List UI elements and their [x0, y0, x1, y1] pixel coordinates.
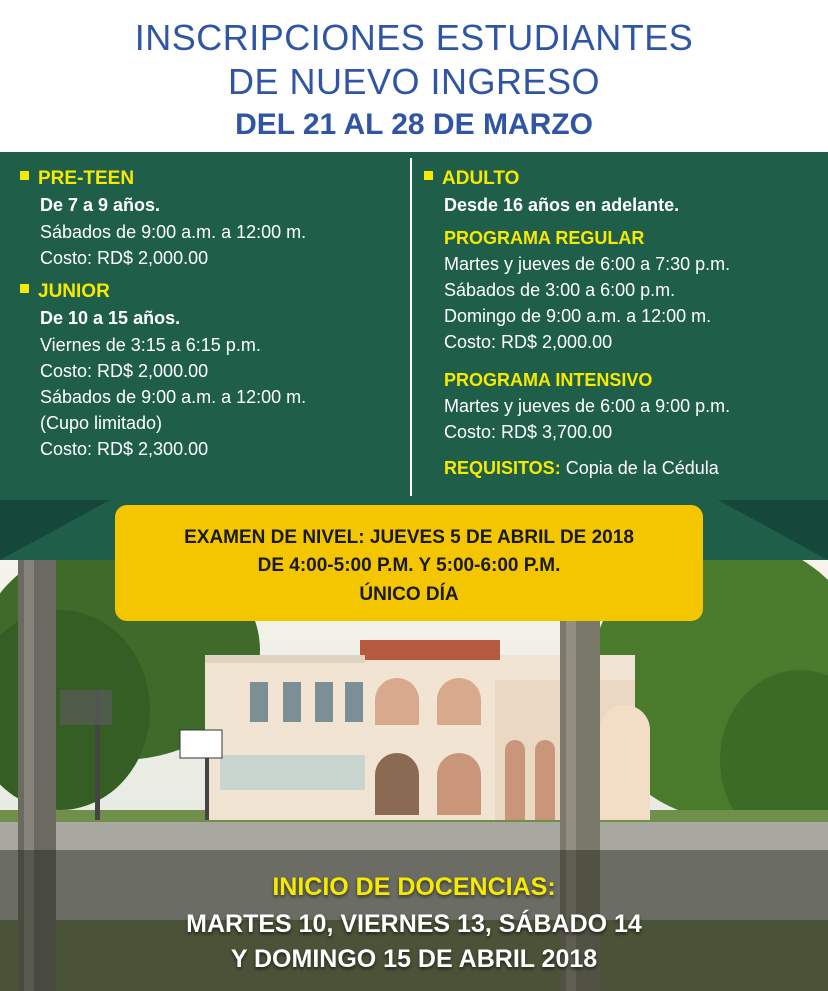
junior-heading — [20, 279, 400, 305]
junior-cost-2: Costo: RD$ 2,300.00 — [40, 439, 209, 459]
preteen-heading — [20, 166, 400, 192]
header-dates: DEL 21 AL 28 DE MARZO — [235, 108, 593, 141]
requirements-label: REQUISITOS: — [444, 458, 561, 478]
regular-line-2: Sábados de 3:00 a 6:00 p.m. — [444, 280, 676, 300]
header-title-line1: INSCRIPCIONES ESTUDIANTES — [134, 17, 694, 58]
adulto-heading — [424, 166, 824, 192]
intensive-cost: Costo: RD$ 3,700.00 — [444, 422, 613, 442]
junior-title: JUNIOR — [38, 281, 110, 302]
adulto-title: ADULTO — [442, 168, 520, 189]
ribbon-fold-right — [718, 500, 828, 560]
exam-line-3: ÚNICO DÍA — [359, 584, 459, 605]
bullet-icon — [20, 284, 29, 293]
junior-schedule-2: Sábados de 9:00 a.m. a 12:00 m. — [40, 387, 307, 407]
regular-line-3: Domingo de 9:00 a.m. a 12:00 m. — [444, 306, 712, 326]
regular-program-title: PROGRAMA REGULAR — [444, 228, 645, 248]
requirements-value: Copia de la Cédula — [565, 458, 719, 478]
ribbon-fold-left — [0, 500, 110, 560]
header — [0, 0, 828, 152]
regular-cost: Costo: RD$ 2,000.00 — [444, 332, 613, 352]
left-column — [20, 166, 400, 462]
preteen-title: PRE-TEEN — [38, 168, 135, 189]
classes-start-line-2: Y DOMINGO 15 DE ABRIL 2018 — [230, 945, 598, 973]
junior-schedule-1: Viernes de 3:15 a 6:15 p.m. — [40, 335, 261, 355]
adulto-age: Desde 16 años en adelante. — [444, 195, 680, 215]
preteen-schedule: Sábados de 9:00 a.m. a 12:00 m. — [40, 222, 307, 242]
preteen-age: De 7 a 9 años. — [40, 195, 161, 215]
exam-box — [115, 505, 703, 621]
regular-line-1: Martes y jueves de 6:00 a 7:30 p.m. — [444, 254, 731, 274]
intensive-program-title: PROGRAMA INTENSIVO — [444, 370, 653, 390]
classes-start-title: INICIO DE DOCENCIAS: — [272, 873, 556, 901]
junior-note: (Cupo limitado) — [40, 413, 163, 433]
requirements — [424, 455, 824, 481]
header-title-line2: DE NUEVO INGRESO — [227, 61, 601, 102]
classes-start-line-1: MARTES 10, VIERNES 13, SÁBADO 14 — [186, 910, 642, 938]
exam-line-1: EXAMEN DE NIVEL: JUEVES 5 DE ABRIL DE 2018 — [184, 527, 634, 548]
exam-line-2: DE 4:00-5:00 P.M. Y 5:00-6:00 P.M. — [257, 555, 561, 576]
right-column — [424, 166, 824, 481]
junior-cost-1: Costo: RD$ 2,000.00 — [40, 361, 209, 381]
bullet-icon — [20, 171, 29, 180]
junior-age: De 10 a 15 años. — [40, 308, 181, 328]
intensive-line-1: Martes y jueves de 6:00 a 9:00 p.m. — [444, 396, 731, 416]
column-divider — [410, 158, 412, 496]
preteen-cost: Costo: RD$ 2,000.00 — [40, 248, 209, 268]
bullet-icon — [424, 171, 433, 180]
